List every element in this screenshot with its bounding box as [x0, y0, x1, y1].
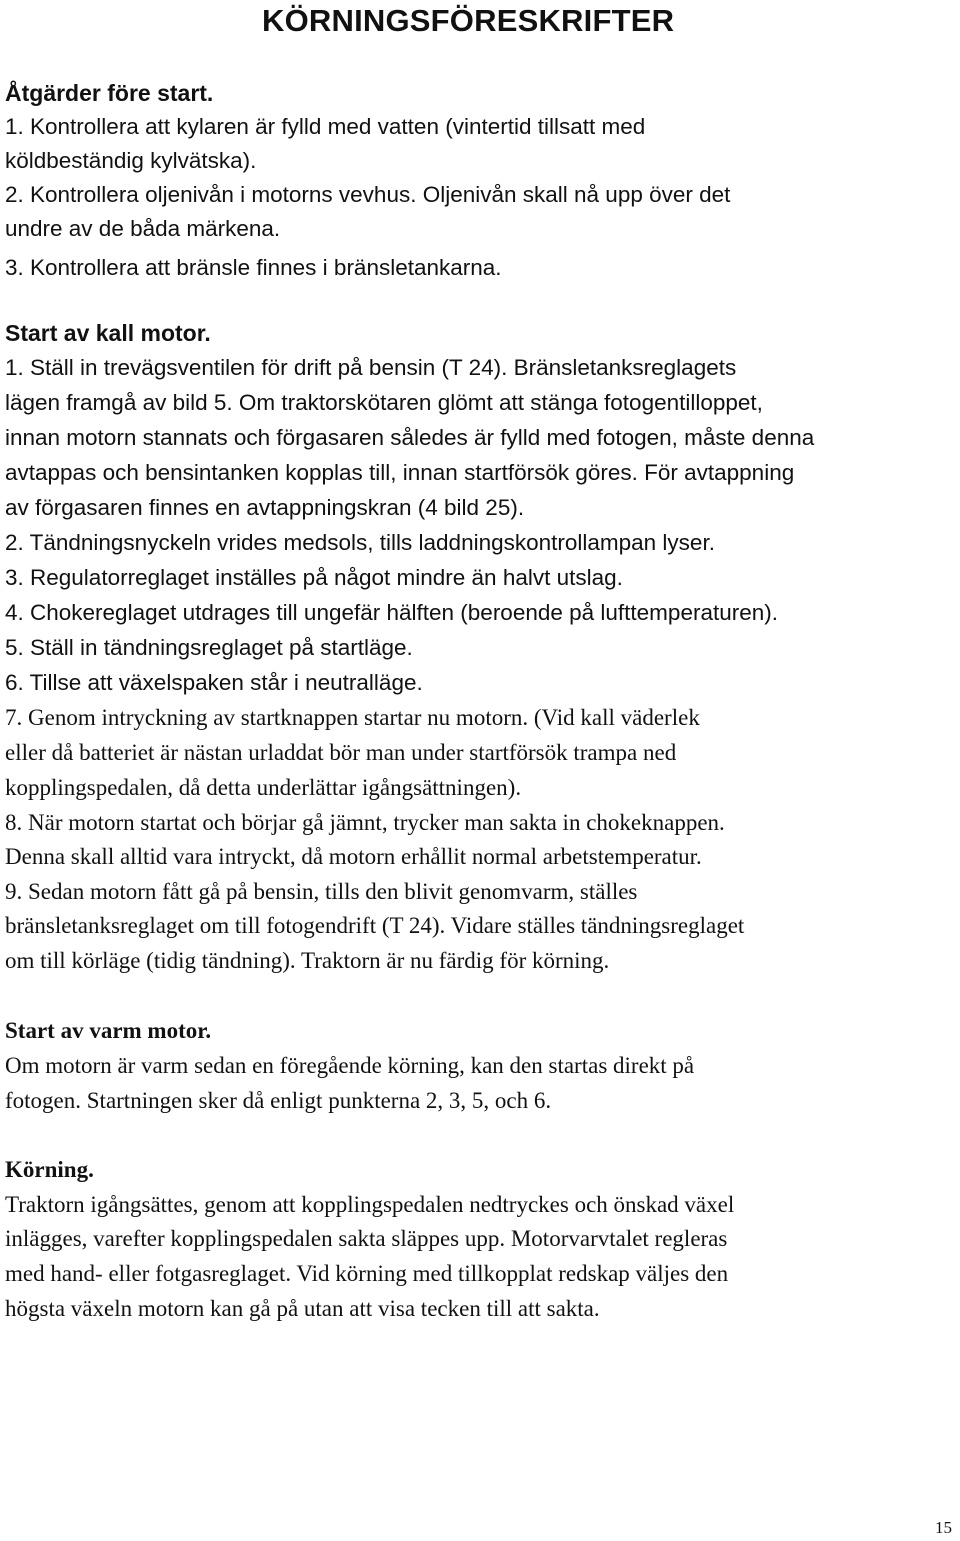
text-line: bränsletanksreglaget om till fotogendrift (T 24). Vidare ställes tändningsreglaget [5, 913, 745, 938]
text-line: 5. Ställ in tändningsreglaget på startläge. [5, 635, 413, 660]
text-line: Traktorn igångsättes, genom att kopplingspedalen nedtryckes och önskad växel [5, 1192, 735, 1217]
text-line: eller då batteriet är nästan urladdat bör man under startförsök trampa ned [5, 740, 677, 765]
text-line: 6. Tillse att växelspaken står i neutralläge. [5, 670, 423, 695]
text-line: 8. När motorn startat och börjar gå jämnt, trycker man sakta in chokeknappen. [5, 810, 725, 835]
text-line: fotogen. Startningen sker då enligt punkterna 2, 3, 5, och 6. [5, 1088, 552, 1113]
text-line: Om motorn är varm sedan en föregående körning, kan den startas direkt på [5, 1053, 695, 1078]
text-line: undre av de båda märkena. [5, 216, 281, 241]
section-heading: Start av kall motor. [5, 320, 211, 346]
text-line: innan motorn stannats och förgasaren således är fylld med fotogen, måste denna [5, 425, 815, 450]
text-line: 3. Kontrollera att bränsle finnes i bränsletankarna. [5, 255, 502, 280]
text-line: inlägges, varefter kopplingspedalen sakta släppes upp. Motorvarvtalet regleras [5, 1226, 728, 1251]
page-number: 15 [935, 1518, 952, 1537]
text-line: köldbeständig kylvätska). [5, 148, 257, 173]
text-line: 7. Genom intryckning av startknappen startar nu motorn. (Vid kall väderlek [5, 705, 700, 730]
text-line: 2. Tändningsnyckeln vrides medsols, tills laddningskontrollampan lyser. [5, 530, 715, 555]
section-heading: Start av varm motor. [5, 1018, 212, 1043]
text-line: Denna skall alltid vara intryckt, då motorn erhållit normal arbetstemperatur. [5, 844, 702, 869]
text-line: 4. Chokereglaget utdrages till ungefär hälften (beroende på lufttemperaturen). [5, 600, 778, 625]
text-line: avtappas och bensintanken kopplas till, innan startförsök göres. För avtappning [5, 460, 795, 485]
text-line: lägen framgå av bild 5. Om traktorskötaren glömt att stänga fotogentilloppet, [5, 390, 763, 415]
text-line: av förgasaren finnes en avtappningskran (4 bild 25). [5, 495, 525, 520]
section-heading: Körning. [5, 1157, 94, 1182]
text-line: kopplingspedalen, då detta underlättar igångsättningen). [5, 775, 522, 800]
text-line: om till körläge (tidig tändning). Traktorn är nu färdig för körning. [5, 948, 610, 973]
text-line: 2. Kontrollera oljenivån i motorns vevhus. Oljenivån skall nå upp över det [5, 182, 731, 207]
text-line: med hand- eller fotgasreglaget. Vid körning med tillkopplat redskap väljes den [5, 1261, 729, 1286]
section-heading: Åtgärder före start. [5, 80, 214, 106]
text-line: 9. Sedan motorn fått gå på bensin, tills den blivit genomvarm, ställes [5, 879, 638, 904]
page-title: KÖRNINGSFÖRESKRIFTER [262, 3, 675, 38]
text-line: 1. Kontrollera att kylaren är fylld med vatten (vintertid tillsatt med [5, 114, 646, 139]
text-line: högsta växeln motorn kan gå på utan att visa tecken till att sakta. [5, 1296, 600, 1321]
text-line: 3. Regulatorreglaget inställes på något mindre än halvt utslag. [5, 565, 623, 590]
text-line: 1. Ställ in trevägsventilen för drift på bensin (T 24). Bränsletanksreglagets [5, 355, 737, 380]
